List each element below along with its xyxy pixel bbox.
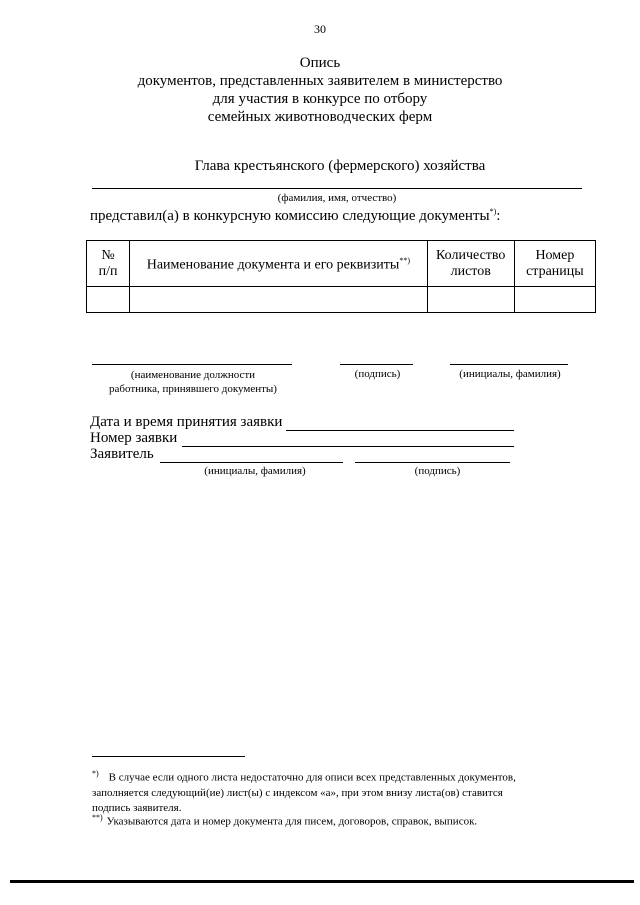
document-title bbox=[0, 54, 640, 126]
presented-colon: : bbox=[496, 208, 501, 224]
position-caption-line-2: работника, принявшего документы) bbox=[109, 383, 277, 395]
number-label: Номер заявки bbox=[90, 430, 178, 446]
footnote-1-text-1: В случае если одного листа недостаточно для описи всех представленных документов, bbox=[108, 771, 516, 784]
footnote-ref-1: *) bbox=[489, 207, 497, 216]
header-document-name-text: Наименование документа и его реквизиты bbox=[146, 257, 400, 273]
footnote-1 bbox=[92, 766, 592, 816]
cell-document-name[interactable] bbox=[130, 287, 428, 313]
header-sheet-count-line-1: Количество bbox=[436, 247, 506, 263]
header-number-line-2: п/п bbox=[98, 263, 118, 279]
header-page-number bbox=[514, 241, 595, 287]
footnote-1-line-1 bbox=[92, 766, 592, 786]
datetime-label: Дата и время принятия заявки bbox=[90, 414, 283, 430]
applicant-signature-line[interactable] bbox=[355, 462, 510, 463]
signature-caption: (подпись) bbox=[354, 368, 401, 380]
title-line-3: для участия в конкурсе по отбору bbox=[212, 91, 428, 107]
table-row bbox=[87, 287, 596, 313]
signature-line[interactable] bbox=[340, 364, 413, 365]
header-number bbox=[87, 241, 130, 287]
presented-text-main: представил(а) в конкурсную комиссию следующие документы bbox=[90, 208, 490, 224]
cell-sheet-count[interactable] bbox=[427, 287, 514, 313]
footnote-2-mark: **) bbox=[92, 813, 103, 822]
cell-number[interactable] bbox=[87, 287, 130, 313]
header-page-number-line-1: Номер bbox=[535, 247, 575, 263]
number-line[interactable] bbox=[182, 446, 514, 447]
presented-text bbox=[90, 207, 500, 225]
footnote-1-line-3: подпись заявителя. bbox=[92, 801, 182, 814]
footnote-2 bbox=[92, 810, 592, 830]
title-line-4: семейных животноводческих ферм bbox=[207, 109, 433, 125]
head-label: Глава крестьянского (фермерского) хозяйства bbox=[194, 158, 486, 174]
cell-page-number[interactable] bbox=[514, 287, 595, 313]
bottom-border bbox=[10, 880, 634, 883]
page-number: 30 bbox=[314, 22, 326, 36]
table-header-row bbox=[87, 241, 596, 287]
initials-line[interactable] bbox=[450, 364, 568, 365]
applicant-initials-line[interactable] bbox=[160, 462, 343, 463]
applicant-signature-caption: (подпись) bbox=[414, 465, 461, 477]
applicant-label: Заявитель bbox=[90, 446, 154, 462]
initials-caption: (инициалы, фамилия) bbox=[459, 368, 561, 380]
header-page-number-line-2: страницы bbox=[526, 263, 584, 279]
fio-caption: (фамилия, имя, отчество) bbox=[277, 192, 397, 204]
footnote-separator bbox=[92, 756, 245, 757]
footnote-ref-2: **) bbox=[399, 256, 410, 266]
position-line[interactable] bbox=[92, 364, 292, 365]
header-sheet-count-line-2: листов bbox=[450, 263, 491, 279]
header-sheet-count bbox=[427, 241, 514, 287]
footnote-1-line-2: заполняется следующий(ие) лист(ы) с индексом «а», при этом внизу листа(ов) ставится bbox=[92, 786, 503, 799]
footnote-1-mark: *) bbox=[92, 769, 99, 778]
applicant-initials-caption: (инициалы, фамилия) bbox=[204, 465, 306, 477]
datetime-line[interactable] bbox=[286, 430, 514, 431]
position-caption bbox=[88, 368, 298, 396]
header-number-line-1: № bbox=[101, 247, 115, 263]
header-document-name bbox=[130, 241, 428, 287]
position-caption-line-1: (наименование должности bbox=[130, 369, 256, 381]
title-line-2: документов, представленных заявителем в министерство bbox=[137, 73, 503, 89]
title-line-1: Опись bbox=[299, 55, 341, 71]
documents-table bbox=[86, 240, 596, 313]
footnote-2-text: Указываются дата и номер документа для писем, договоров, справок, выписок. bbox=[106, 815, 478, 828]
fio-line[interactable] bbox=[92, 188, 582, 189]
